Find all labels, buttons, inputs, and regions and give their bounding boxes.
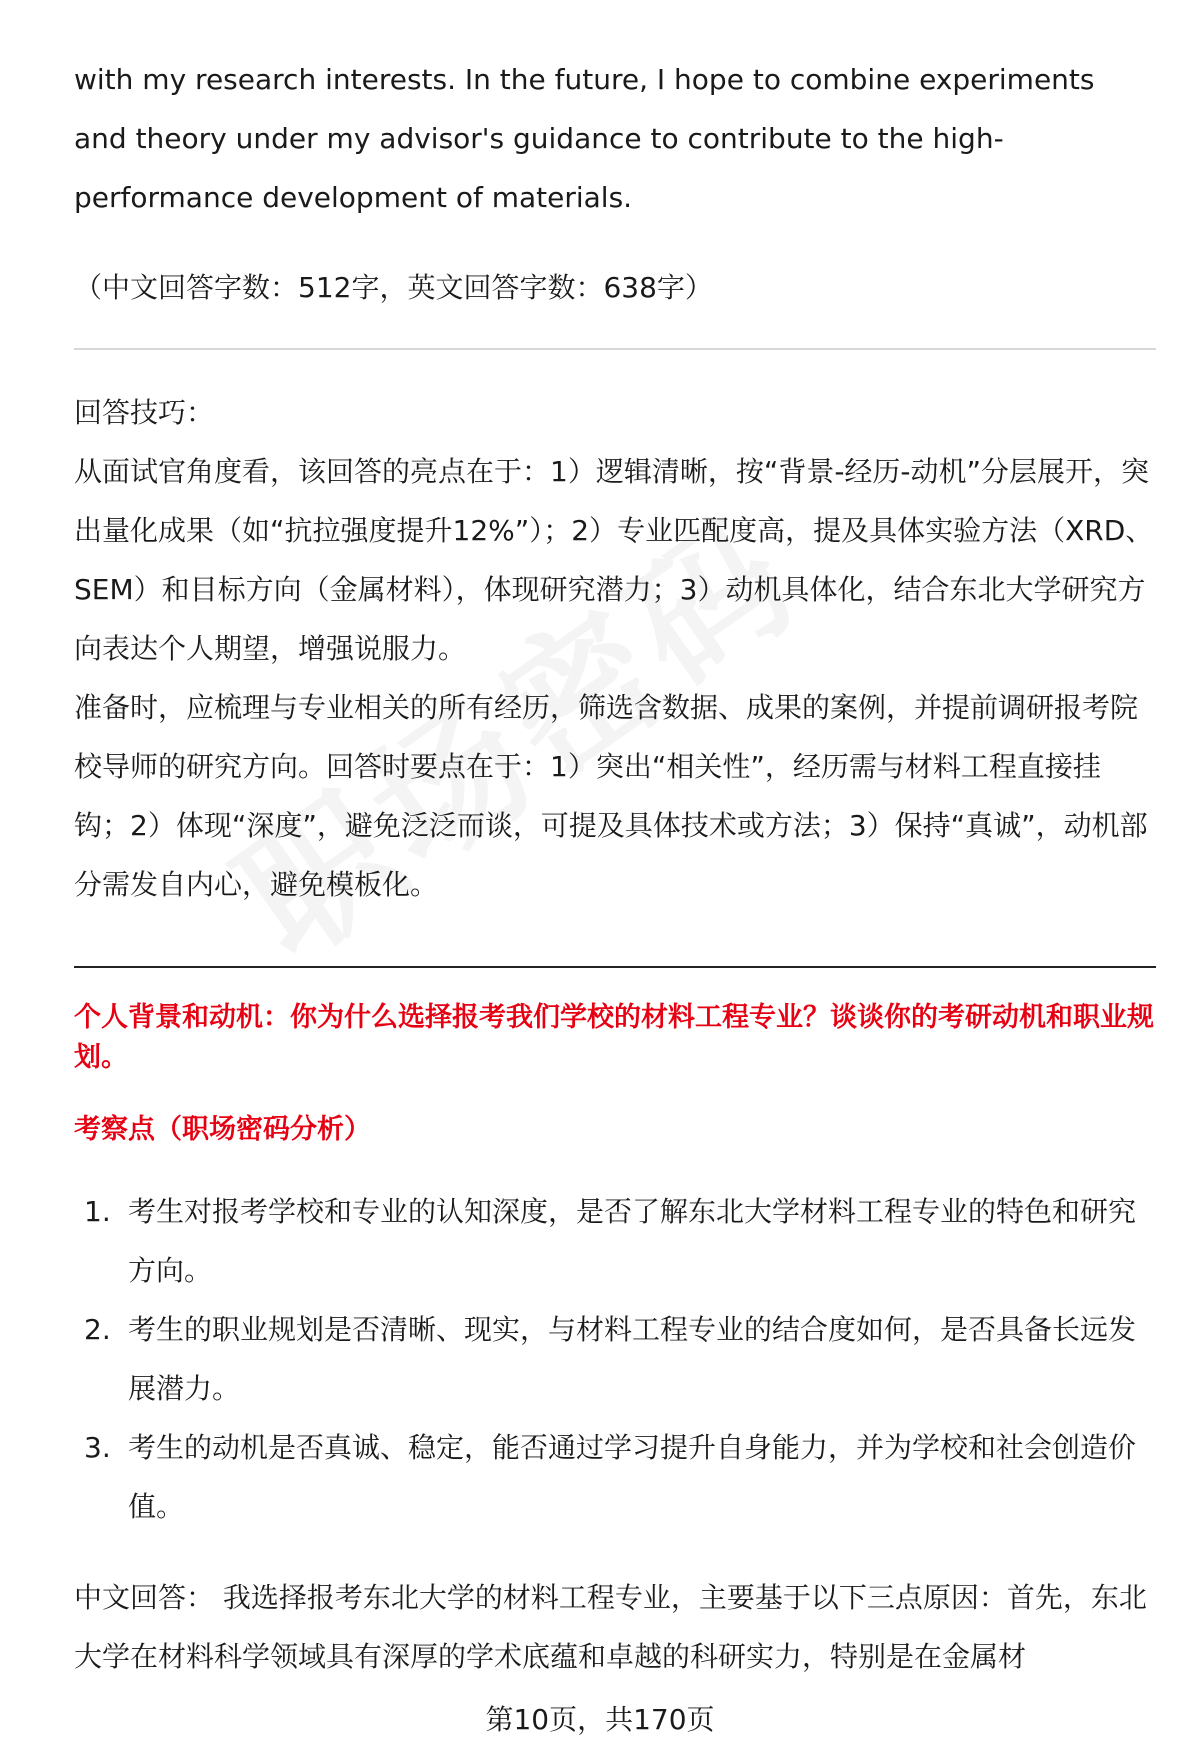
word-count-note: （中文回答字数：512字，英文回答字数：638字）	[74, 271, 713, 304]
list-item-text: 考生对报考学校和专业的认知深度，是否了解东北大学材料工程专业的特色和研究方向。	[128, 1195, 1137, 1287]
tips-heading: 回答技巧：	[74, 396, 215, 429]
tips-paragraph-2: 准备时，应梳理与专业相关的所有经历，筛选含数据、成果的案例，并提前调研报考院校导师的研究方向。回答时要点在于：1）突出“相关性”，经历需与材料工程直接挂钩；2）体现“深度”，避免泛泛而谈，可提及具体技术或方法；3）保持“真诚”，动机部分需发自内心，避免模板化。	[74, 691, 1148, 901]
list-number: 3.	[84, 1431, 111, 1464]
english-answer-text: with my research interests. In the future, I hope to combine experiments and theory under my advisor's guidance to contribute to the high-performance development of materials.	[74, 63, 1095, 214]
list-item-text: 考生的动机是否真诚、稳定，能否通过学习提升自身能力，并为学校和社会创造价值。	[128, 1431, 1137, 1523]
question-title: 个人背景和动机：你为什么选择报考我们学校的材料工程专业？谈谈你的考研动机和职业规划。	[74, 1002, 1154, 1073]
document-page	[74, 0, 1156, 1755]
divider-dark	[74, 966, 1156, 968]
list-item	[74, 1300, 1156, 1418]
list-item-text: 考生的职业规划是否清晰、现实，与材料工程专业的结合度如何，是否具备长远发展潜力。	[128, 1313, 1137, 1405]
list-item	[74, 1182, 1156, 1300]
page-footer: 第10页，共170页	[485, 1703, 715, 1736]
tips-paragraph-1: 从面试官角度看，该回答的亮点在于：1）逻辑清晰，按“背景-经历-动机”分层展开，突出量化成果（如“抗拉强度提升12%”）；2）专业匹配度高，提及具体实验方法（XRD、SEM）和目标方向（金属材料），体现研究潜力；3）动机具体化，结合东北大学研究方向表达个人期望，增强说服力。	[74, 455, 1154, 665]
list-number: 2.	[84, 1313, 111, 1346]
answer-tips-section	[74, 383, 1156, 914]
divider-light	[74, 348, 1156, 350]
exam-points-heading: 考察点（职场密码分析）	[74, 1114, 371, 1145]
exam-points-list	[74, 1182, 1156, 1536]
list-item	[74, 1418, 1156, 1536]
chinese-answer-text: 中文回答： 我选择报考东北大学的材料工程专业，主要基于以下三点原因：首先，东北大学在材料科学领域具有深厚的学术底蕴和卓越的科研实力，特别是在金属材	[74, 1581, 1147, 1673]
list-number: 1.	[84, 1195, 111, 1228]
